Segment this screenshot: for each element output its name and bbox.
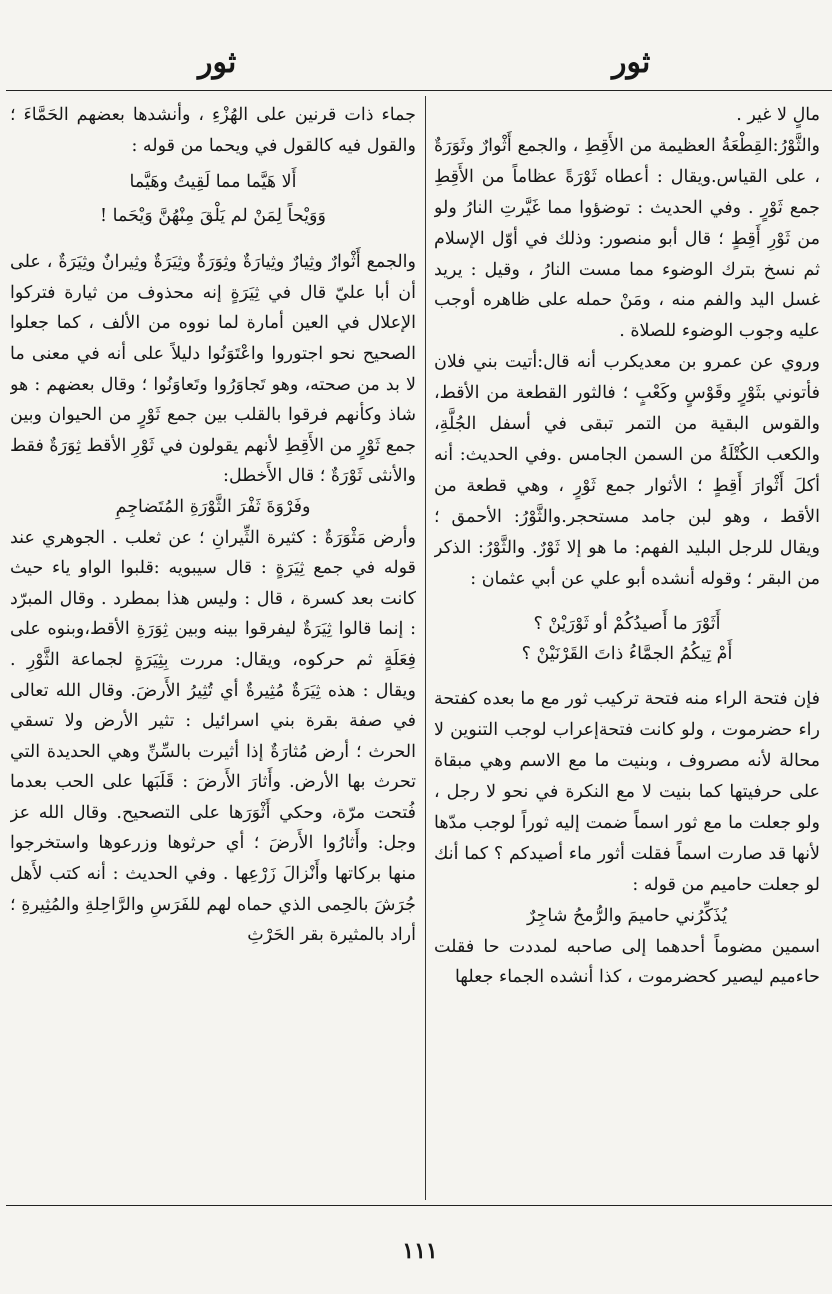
header-rule	[6, 90, 832, 91]
right-paragraph-3: وروي عن عمرو بن معديكرب أنه قال:أتيت بني فلان فأتوني بثَوْرٍ وقَوْسٍ وكَعْبٍ ؛ فالثور القطعة من الأقط، والقوس البقية من التمر تبقى في أسفل الجُلَّةِ، والكعب الكُتْلَةُ من السمن الجامس .وفي الحديث: أنه أكلَ أَثْوارَ أَقِطٍ ؛ الأثوار جمع ثَوْرٍ ، وهي قطعة من الأقط ، وهو لبن جامد مستحجر.والثَّوْرُ: الأحمق ؛ ويقال للرجل البليد الفهم: ما هو إلا ثَوْرٌ. والثَّوْرُ: الذكر من البقر ؛ وقوله أنشده أبو علي عن أبي عثمان :	[434, 352, 820, 589]
right-verse-line-2: أَمْ تِيكُمُ الجمَّاءُ ذاتَ القَرْنَيْنْ ؟	[521, 644, 733, 665]
right-paragraph-2: والثَّوْرُ:القِطْعَةُ العظيمة من الأَقِطِ ، والجمع أَثْوارٌ وثَوَرَةٌ ، على القياس.ويقال : أعطاه ثَوْرَةً عظاماً من الأَقِطِ جمع ثَوْرٍ . وفي الحديث : توضؤوا مما غَيَّرتِ النارُ ولو من ثَوْرِ أَقِطٍ ؛ قال أبو منصور: وذلك في أوّل الإسلام ثم نسخ بترك الوضوء مما مست النارُ ، وقيل : يريد غسل اليد والفم منه ، ومَنْ حمله على ظاهره أوجب عليه وجوب الوضوء للصلاة .	[434, 135, 820, 342]
left-verse-block	[10, 165, 416, 233]
left-paragraph-2: والجمع أَثْوارٌ وثِيارٌ وثِيارَةٌ وثِوَرَةٌ وثِيَرَةٌ وثِيرانٌ وثِيَرَةٌ ، على أن أبا عليّ قال في ثِيَرَةٍ إنه محذوف من ثيارة فتركوا الإعلال في العين أمارة لما نووه من الألف ، كما جعلوا الصحيح نحو اجتوروا واعْتَوَنُوا دليلاً على أنه في معنى ما لا بد من صحته، وهو تَجاوَرُوا وتَعاوَنُوا ؛ وقال بعضهم : هو شاذ وكأنهم فرقوا بالقلب بين جمع ثَوْرٍ من الحيوان وبين جمع ثَوْرٍ من الأَقِطِ لأنهم يقولون في ثَوْرِ الأقط ثِوَرَةٌ فقط والأنثى ثَوْرَةٌ ؛ قال الأَخطل:	[10, 252, 416, 487]
left-verse-line-2: وَوَيْحاً لِمَنْ لم يَلْقَ مِنْهُنَّ وَيْحَما !	[100, 206, 326, 227]
right-verse-line-1: أَثَوْرَ ما أَصيدُكُمْ أو ثَوْرَيْنْ ؟	[533, 613, 721, 634]
header-entry-word-right: ثور	[612, 45, 651, 80]
right-single-verse: يُذَكِّرُني حاميمَ والرُّمحُ شاجِرٌ	[526, 905, 728, 926]
footer-rule	[6, 1205, 832, 1206]
right-final-paragraph: اسمين مضوماً أحدهما إلى صاحبه لمددت حا فقلت حاءميم ليصير كحضرموت ، كذا أنشده الجماء جعلها	[434, 936, 820, 988]
left-verse-line-1: أَلا هَيَّما مما لَقِيتُ وهَيَّما	[129, 172, 297, 193]
right-paragraph-1: مالٍ لا غير .	[736, 105, 820, 125]
page-number: ١١١	[402, 1238, 438, 1264]
left-paragraph-3: وأرض مَثْوَرَةٌ : كثيرة الثِّيرانِ ؛ عن ثعلب . الجوهري عند قوله في جمع ثِيَرَةٍ : قال سيبويه :قلبوا الواو ياء حيث كانت بعد كسرة ، قال : وليس هذا بمطرد . وقال المبرّد : إنما قالوا ثِيَرَةٌ ليفرقوا بينه وبين ثِوَرَةِ الأقط،وبنوه على فِعَلَةٍ ثم حركوه، ويقال: مررت بِثِيَرَةٍ لجماعة الثَّوْرِ . ويقال : هذه ثِيَرَةٌ مُثِيرةٌ أي تُثِيرُ الأَرضَ. وقال الله تعالى في صفة بقرة بني اسرائيل : تثير الأرض ولا تسقي الحرث ؛ أرض مُثارَةٌ إذا أثيرت بالسِّنِّ وهي الحديدة التي تحرث بها الأرض. وأَثارَ الأَرضَ : قَلَبَها على الحب بعدما فُتحت مرّة، وحكي أَثْوَرَها على التصحيح. وقال الله عز وجل: وأَثارُوا الأَرضَ ؛ أي حرثوها وزرعوها واستخرجوا منها بركاتها وأَنْزالَ زَرْعِها . وفي الحديث : أنه كتب لأَهل جُرَشَ بالحِمى الذي حماه لهم للفَرَسِ والرَّاحِلةِ والمُثِيرةِ ؛ أراد بالمثيرة بقر الحَرْثِ	[10, 527, 416, 946]
left-paragraph-1: جماء ذات قرنين على الهُزْءِ ، وأنشدها بعضهم الحَمَّاءَ ؛ والقول فيه كالقول في ويحما من قوله :	[10, 105, 416, 156]
header-entry-word-left: ثور	[198, 45, 237, 80]
column-divider	[425, 96, 426, 1200]
left-column	[10, 100, 416, 1200]
left-single-verse: وفَرْوَةَ ثَفْرَ الثَّوْرَةِ المُتَضاجِمِ	[115, 496, 311, 517]
right-verse-block	[434, 609, 820, 671]
right-paragraph-4: فإن فتحة الراء منه فتحة تركيب ثور مع ما بعده كفتحة راء حضرموت ، ولو كانت فتحةإعراب لوجب التنوين لا محالة لأنه مصروف ، وبنيت ما مع الاسم وهي مبقاة على حرفيتها كما بنيت لا مع النكرة في نحو لا رجل ، ولو جعلت ما مع ثور اسماً ضمت إليه ثوراً لوجب مدّها لأنها قد صارت اسماً فقلت أثور ماء أصيدكم ؟ كما أنك لو جعلت حاميم من قوله :	[434, 689, 820, 895]
right-column	[434, 100, 820, 1200]
